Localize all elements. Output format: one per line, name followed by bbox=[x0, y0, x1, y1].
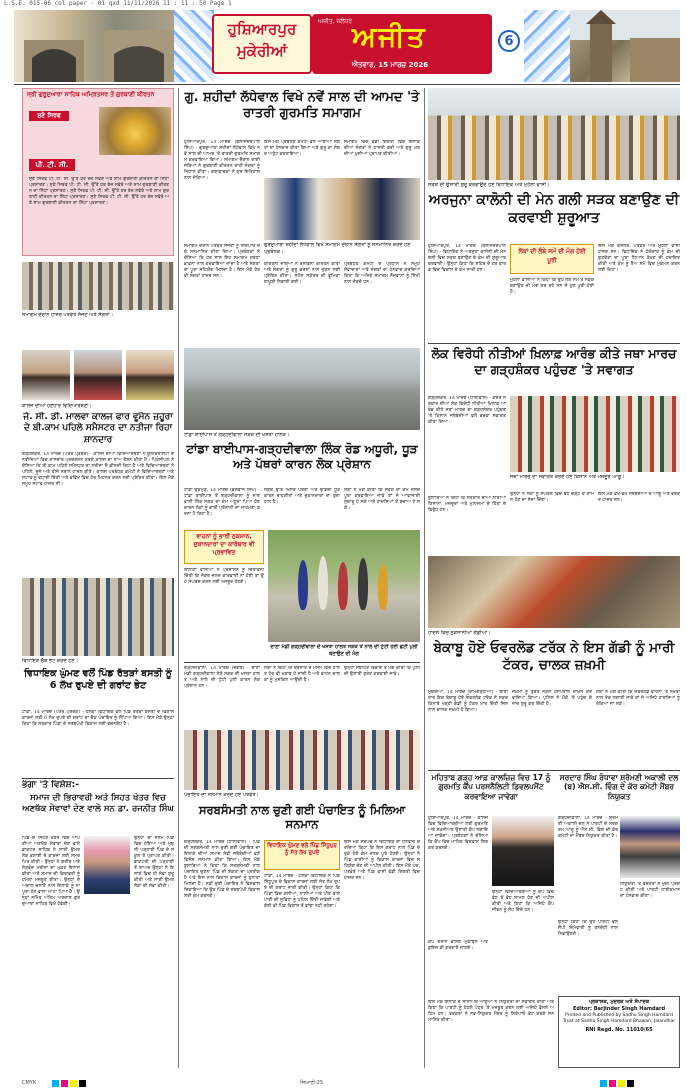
accident-headline: ਬੇਕਾਬੂ ਹੋਏ ਓਵਰਲੋਡ ਟਰੱਕ ਨੇ ਇਸ ਗੱਡੀ ਨੂੰ ਮਾਰੀ ਟੱਕਰ, ਚਾਲਕ ਜ਼ਖ਼ਮੀ bbox=[433, 640, 675, 673]
gurmat-body-2: ਇਸ ਮੌਕੇ ਪ੍ਰਬੰਧਕ ਕਮੇਟੀ ਵਲੋਂ ਆਈਆਂ ਸੰਗਤਾਂ ਦਾ ਧੰਨਵਾਦ ਕੀਤਾ ਗਿਆ ਅਤੇ ਗੁਰੂ ਕਾ ਲੰਗਰ ਅਤੁੱਟ ਵਰਤਾਇਆ। bbox=[264, 140, 340, 157]
advert-title: ਸ੍ਰੀ ਗੁਰੂਦੁਆਰਾ ਸਾਹਿਬ ਅਮ੍ਰਿਤਸਰ ਤੋਂ ਗੁਰਬਾਣੀ ਕੀਰਤਨ bbox=[27, 91, 155, 98]
tanda-people-photo bbox=[268, 530, 420, 642]
col-rule-1 bbox=[178, 88, 179, 1068]
student-photo-3 bbox=[126, 350, 174, 400]
road-pullquote-box bbox=[510, 244, 594, 274]
road-caption: ਸੜਕ ਦੀ ਉਸਾਰੀ ਸ਼ੁਰੂ ਕਰਵਾਉਂਦੇ ਹੋਏ ਵਿਧਾਇਕ ਅਤੇ ਮੁਹੱਲਾ ਵਾਸੀ। bbox=[428, 182, 550, 188]
dhugga-body-right: ਉਨ੍ਹਾਂ ਦਾ ਜਨਮ ਪਿੰਡ ਵਿਚ ਹੋਇਆ ਅਤੇ ਮੁਢਲੀ ਪੜ੍ਹਾਈ ਪਿੰਡ ਦੇ ਸਕੂਲ ਤੋਂ ਪ੍ਰਾਪਤ ਕੀਤੀ। ਡਾਕਟਰੀ ਦੀ ਪੜ੍ਹਾਈ ਤੋਂ ਬਾਅਦ ਉਨ੍ਹਾਂ ਨੇ ਇਲਾਕੇ ਵਿਚ ਹੀ ਸੇਵਾ ਸ਼ੁਰੂ ਕੀਤੀ ਅਤੇ ਸਾਰੀ ਉਮਰ ਲੋਕਾਂ ਦੀ ਸੇਵਾ ਕੀਤੀ। bbox=[134, 836, 174, 889]
imprint-line1: ਪ੍ਰਕਾਸ਼ਕ, ਮੁਦਰਕ ਅਤੇ ਸੰਪਾਦਕ bbox=[588, 999, 650, 1005]
protest-body-2: ਬੁਲਾਰਿਆਂ ਨੇ ਕਿਹਾ ਕਿ ਸਰਕਾਰ ਦੀਆਂ ਨੀਤੀਆਂ ਕਿਸਾਨਾਂ, ਮਜ਼ਦੂਰਾਂ ਅਤੇ ਮੁਲਾਜ਼ਮਾਂ ਦੇ ਹਿੱਤਾਂ ਦੇ ਵਿਰੁੱਧ ਹਨ। bbox=[428, 496, 506, 513]
accident-body-3: ਲੋਕਾਂ ਨੇ ਮੰਗ ਕੀਤੀ ਕਿ ਓਵਰਲੋਡ ਵਾਹਨਾਂ 'ਤੇ ਸਖ਼ਤੀ ਨਾਲ ਰੋਕ ਲਗਾਈ ਜਾਵੇ ਤਾਂ ਜੋ ਅਜਿਹੇ ਹਾਦਸਿਆਂ ਨੂੰ ਰੋਕਿਆ ਜਾ ਸਕੇ। bbox=[596, 690, 680, 707]
advert-brand: ਪੀ. ਟੀ. ਸੀ. bbox=[29, 159, 75, 171]
college-headline: ਮਹਿਤਾਬ ਗੜ੍ਹ ਆਫ਼ ਕਾਲਜ਼ਿਜ਼ ਵਿਚ 17 ਨੂੰ ਗੁਰਮਤਿ ਕੈਂਪ ਪਰਸਨੈਲਿਟੀ ਡਿਵਲਪਮੈਂਟ ਕਰਵਾਇਆ ਜਾਵੇਗਾ bbox=[431, 773, 551, 801]
road-pullquote: ਲੋਕਾਂ ਦੀ ਲੰਬੇ ਸਮੇਂ ਦੀ ਮੰਗ ਹੋਈ ਪੂਰੀ bbox=[518, 248, 586, 264]
tanda-body-1: ਟਾਂਡਾ ਉੜਮੁੜ, 14 ਮਾਰਚ (ਭਗਵਾਨ ਸਿੰਘ) - ਟਾਂਡਾ ਬਾਈਪਾਸ ਤੋਂ ਗੜ੍ਹਦੀਵਾਲਾ ਨੂੰ ਜਾਣ ਵਾਲੀ ਲਿੰਕ ਸੜਕ ਦਾ ਕੰਮ ਅਧੂਰਾ ਪਿਆ ਹੋਣ ਕਾਰਨ ਲੋਕਾਂ ਨੂੰ ਭਾਰੀ ਪ੍ਰੇਸ਼ਾਨੀ ਦਾ ਸਾਹਮਣਾ ਕਰਨਾ ਪੈ ਰਿਹਾ ਹੈ। bbox=[184, 488, 260, 517]
group-photo-left bbox=[22, 262, 174, 310]
panchayat-photo bbox=[184, 730, 420, 790]
gurmat-body-6: ਪ੍ਰਬੰਧਕ ਕਮੇਟੀ ਦੇ ਪ੍ਰਧਾਨ ਨੇ ਸਮੂਹ ਸੇਵਾਦਾਰਾਂ ਅਤੇ ਸੰਗਤਾਂ ਦਾ ਧੰਨਵਾਦ ਕਰਦਿਆਂ ਕਿਹਾ ਕਿ ਅਜਿਹੇ ਸਮਾਗਮ ਨੌਜਵਾਨਾਂ ਨੂੰ ਸਿੱਖੀ ਨਾਲ ਜੋੜਦੇ ਹਨ। bbox=[344, 262, 420, 285]
protest-photo bbox=[510, 396, 680, 472]
student-portraits bbox=[22, 350, 174, 400]
tanda-body-2: ਸੜਕ ਉੱਤੇ ਖਿੱਲਰੇ ਪੱਥਰਾਂ ਅਤੇ ਉੱਡਦੀ ਧੂੜ ਕਾਰਨ ਰਾਹਗੀਰਾਂ ਅਤੇ ਦੁਕਾਨਦਾਰਾਂ ਦਾ ਬੁਰਾ ਹਾਲ ਹੈ। bbox=[264, 488, 340, 505]
color-swatches-left bbox=[52, 1080, 88, 1087]
region-title-box bbox=[212, 14, 312, 74]
header-pattern-right bbox=[524, 10, 574, 82]
college-body-1: ਹੁਸ਼ਿਆਰਪੁਰ, 14 ਮਾਰਚ - ਕਾਲਜ ਵਿਚ ਵਿਦਿਆਰਥੀਆਂ ਲਈ ਗੁਰਮਤਿ ਅਤੇ ਸ਼ਖ਼ਸੀਅਤ ਉਸਾਰੀ ਕੈਂਪ ਲਗਾਇਆ ਜਾਵੇਗਾ। ਪ੍ਰਬੰਧਕਾਂ ਨੇ ਦੱਸਿਆ ਕਿ ਕੈਂਪ ਵਿਚ ਮਾਹਿਰ ਵਿਦਵਾਨ ਸ਼ਿਰਕਤ ਕਰਨਗੇ। bbox=[428, 816, 488, 851]
grant-body: ਟਾਂਡਾ, 14 ਮਾਰਚ (ਪੱਤਰ ਪ੍ਰੇਰਕ) - ਹਲਕਾ ਵਿਧਾਇਕ ਵਲੋਂ ਪਿੰਡ ਰੱਤੜਾਂ ਬਸਤੀ ਦੇ ਵਿਕਾਸ ਕਾਰਜਾਂ ਲਈ 6 ਲੱਖ ਰੁਪਏ ਦੀ ਗਰਾਂਟ ਦਾ ਚੈੱਕ ਪੰਚਾਇਤ ਨੂੰ ਸੌਂਪਿਆ ਗਿਆ। ਇਸ ਮੌਕੇ ਉਨ੍ਹਾਂ ਕਿਹਾ ਕਿ ਸਰਕਾਰ ਪਿੰਡਾਂ ਦੇ ਸਰਬਪੱਖੀ ਵਿਕਾਸ ਲਈ ਵਚਨਬੱਧ ਹੈ। bbox=[22, 710, 174, 727]
akali-body-3: ਉਨ੍ਹਾਂ ਕਿਹਾ ਕਿ ਉਹ ਪਾਰਟੀ ਵਲੋਂ ਸੌਂਪੀ ਜ਼ਿੰਮੇਵਾਰੀ ਨੂੰ ਤਨਦੇਹੀ ਨਾਲ ਨਿਭਾਉਣਗੇ। bbox=[558, 920, 618, 937]
student-photo-1 bbox=[22, 350, 70, 400]
akali-portrait bbox=[620, 816, 680, 878]
gurmat-body-1: ਹੁਸ਼ਿਆਰਪੁਰ, 14 ਮਾਰਚ (ਬਲਜਿੰਦਰਪਾਲ ਸਿੰਘ) - ਗੁਰਦੁਆਰਾ ਸ਼ਹੀਦਾਂ ਲੱਧੇਵਾਲ ਵਿਖੇ ਨਵੇਂ ਸਾਲ ਦੀ ਆਮਦ 'ਤੇ ਰਾਤਰੀ ਗੁਰਮਤਿ ਸਮਾਗਮ ਕਰਵਾਇਆ ਗਿਆ। ਸਮਾਗਮ ਦੌਰਾਨ ਰਾਗੀ ਜਥਿਆਂ ਨੇ ਗੁਰਬਾਣੀ ਕੀਰਤਨ ਰਾਹੀਂ ਸੰਗਤਾਂ ਨੂੰ ਨਿਹਾਲ ਕੀਤਾ। ਕਥਾਵਾਚਕਾਂ ਨੇ ਗੁਰ ਇਤਿਹਾਸ ਨਾਲ ਜੋੜਿਆ। bbox=[184, 140, 260, 181]
left-divider bbox=[22, 778, 174, 779]
accident-body-2: ਜ਼ਖ਼ਮੀ ਨੂੰ ਤੁਰੰਤ ਨੇੜਲੇ ਹਸਪਤਾਲ ਦਾਖ਼ਲ ਕਰਵਾਇਆ ਗਿਆ। ਪੁਲਿਸ ਨੇ ਮੌਕੇ 'ਤੇ ਪਹੁੰਚ ਕੇ ਜਾਂਚ ਸ਼ੁਰੂ ਕਰ ਦਿੱਤੀ ਹੈ। bbox=[512, 690, 592, 707]
group-photo-caption: ਸਮਾਗਮ ਦੌਰਾਨ ਹਾਜ਼ਰ ਪਤਵੰਤੇ ਸੱਜਣ ਅਤੇ ਸੰਗਤਾਂ। bbox=[22, 312, 114, 318]
grant-headline: ਵਿਧਾਇਕ ਘੁੰਮਣ ਵਲੋਂ ਪਿੰਡ ਰੱਤੜਾਂ ਬਸਤੀ ਨੂੰ 6 ਲੱਖ ਰੁਪਏ ਦੀ ਗਰਾਂਟ ਭੇਟ bbox=[24, 668, 172, 691]
akali-body-2: ਨਿਯੁਕਤੀ 'ਤੇ ਵਰਕਰਾਂ ਨੇ ਖੁਸ਼ੀ ਪ੍ਰਗਟ ਕੀਤੀ ਅਤੇ ਪਾਰਟੀ ਹਾਈਕਮਾਨ ਦਾ ਧੰਨਵਾਦ ਕੀਤਾ। bbox=[620, 882, 680, 899]
header-pattern-left bbox=[174, 10, 214, 82]
golden-temple-photo bbox=[99, 107, 171, 155]
tanda-caption: ਟਾਂਡਾ ਬਾਈਪਾਸ ਤੋਂ ਗੜ੍ਹਦੀਵਾਲਾ ਸੜਕ ਦੀ ਖਸਤਾ ਹਾਲਤ। bbox=[184, 432, 290, 438]
imprint-line2: Editor: Barjinder Singh Hamdard bbox=[572, 1006, 666, 1012]
imprint-line4: RNI Regd. No. 11010/65 bbox=[585, 1027, 653, 1033]
panchayat-headline: ਸਰਬਸੰਮਤੀ ਨਾਲ ਚੁਣੀ ਗਈ ਪੰਚਾਇਤ ਨੂੰ ਮਿਲਿਆ ਸਨਮਾਨ bbox=[198, 803, 406, 832]
dhugga-headline: ਸਮਾਜ ਦੀ ਭਿਰਾਵਰੀ ਅਤੇ ਸਿਹਤ ਖੇਤਰ ਵਿਚ ਅਣਥੱਕ ਸੇਵਾਵਾਂ ਦੇਣ ਵਾਲੇ ਸਨ ਡਾ. ਰਜਨੀਤ ਸਿੰਘ bbox=[22, 793, 174, 814]
right-divider-1 bbox=[428, 343, 680, 344]
accident-caption: ਹਾਦਸੇ ਵਿਚ ਨੁਕਸਾਨੀਆਂ ਗੱਡੀਆਂ। bbox=[428, 630, 491, 636]
student-caption: ਕਾਲਜ ਦੀਆਂ ਹੋਣਹਾਰ ਵਿਦਿਆਰਥਣਾਂ। bbox=[22, 403, 92, 409]
masthead-box bbox=[312, 14, 492, 74]
right-divider-2 bbox=[428, 770, 680, 771]
tanda-road-photo bbox=[184, 348, 420, 430]
tanda-body-4: ਇਲਾਕਾ ਵਾਸੀਆਂ ਨੇ ਪ੍ਰਸ਼ਾਸਨ ਨੂੰ ਚਿਤਾਵਨੀ ਦਿੱਤੀ ਕਿ ਜੇਕਰ ਜਲਦ ਕਾਰਵਾਈ ਨਾ ਹੋਈ ਤਾਂ ਉਹ ਸੰਘਰਸ਼ ਕਰਨ ਲਈ ਮਜਬੂਰ ਹੋਣਗੇ। bbox=[184, 568, 264, 585]
tanda-highlight-text: ਵਾਹਨਾਂ ਨੂੰ ਭਾਰੀ ਨੁਕਸਾਨ, ਦੁਕਾਨਦਾਰਾਂ ਦਾ ਕਾਰੋਬਾਰ ਵੀ ਪ੍ਰਭਾਵਿਤ bbox=[193, 533, 255, 556]
page-number: 6 bbox=[498, 30, 520, 52]
jkb-headline: ਜੇ. ਸੀ. ਡੀ. ਮਾਲਵਾ ਕਾਲਜ ਫਾਰ ਵੂਮੈਨ ਜ਼ਹੂਰਾ ਦੇ ਬੀ.ਕਾਮ ਪਹਿਲੇ ਸਮੈਸਟਰ ਦਾ ਨਤੀਜਾ ਰਿਹਾ ਸ਼ਾਨਦਾਰ bbox=[23, 412, 173, 445]
imprint-box bbox=[558, 996, 680, 1068]
student-photo-2 bbox=[74, 350, 122, 400]
header-photo-left bbox=[14, 10, 182, 82]
region-title-line2: ਮੁਕੇਰੀਆਂ bbox=[236, 42, 288, 60]
print-info-strip: L.S.E. 015-06 col paper - 01 qxd 11/11/2026 11 : 11 : 50 Page 1 bbox=[4, 0, 232, 7]
road-body-2: ਮੁਹੱਲਾ ਵਾਸੀਆਂ ਨੇ ਕਿਹਾ ਕਿ ਉਹ ਲੰਬੇ ਸਮੇਂ ਤੋਂ ਸੜਕ ਬਣਾਉਣ ਦੀ ਮੰਗ ਕਰ ਰਹੇ ਸਨ ਜੋ ਹੁਣ ਪੂਰੀ ਹੋਈ ਹੈ। bbox=[510, 278, 594, 295]
gurmat-caption: ਗੁਰਦੁਆਰਾ ਸ਼ਹੀਦਾਂ ਲੱਧੇਵਾਲ ਵਿਖੇ ਸਮਾਗਮ ਦੌਰਾਨ ਸੰਗਤਾਂ ਨੂੰ ਸਨਮਾਨਿਤ ਕਰਦੇ ਹੋਏ ਪ੍ਰਬੰਧਕ। bbox=[264, 242, 411, 255]
tanda-headline: ਟਾਂਡਾ ਬਾਈਪਾਸ-ਗੜ੍ਹਦੀਵਾਲਾ ਲਿੰਕ ਰੋਡ ਅਧੂਰੀ, ਧੂੜ ਅਤੇ ਪੱਥਰਾਂ ਕਾਰਨ ਲੋਕ ਪ੍ਰੇਸ਼ਾਨ bbox=[186, 442, 418, 471]
road-body-1: ਹੁਸ਼ਿਆਰਪੁਰ, 14 ਮਾਰਚ (ਬਲਜਿੰਦਰਪਾਲ ਸਿੰਘ) - ਵਿਧਾਇਕ ਨੇ ਅਰਜੁਨਾ ਕਾਲੋਨੀ ਦੀ ਮੇਨ ਗਲੀ ਵਿਚ ਸੜਕ ਬਣਾਉਣ ਦੇ ਕੰਮ ਦੀ ਸ਼ੁਰੂਆਤ ਕਰਵਾਈ। ਉਨ੍ਹਾਂ ਕਿਹਾ ਕਿ ਸ਼ਹਿਰ ਦੇ ਹਰ ਵਾਰਡ ਵਿਚ ਵਿਕਾਸ ਦੇ ਕੰਮ ਜਾਰੀ ਹਨ। bbox=[428, 244, 506, 273]
panchayat-highlight-text: ਵਿਧਾਇਕ ਘੁੰਮਣ ਵਲੋਂ ਪਿੰਡ ਸਿੰਧੂਪੁਰ ਨੂੰ ਸੱਤ ਲੱਖ ਰੁਪਏ bbox=[267, 843, 337, 856]
cmyk-label: CMYK bbox=[22, 1080, 37, 1086]
region-title-line1: ਹੁਸ਼ਿਆਰਪੁਰ bbox=[227, 20, 297, 38]
color-swatches-right bbox=[600, 1080, 636, 1087]
akali-body-4: ਇਸ ਮੌਕੇ ਇਲਾਕੇ ਦੇ ਸੀਨੀਅਰ ਆਗੂਆਂ ਨੇ ਨਿਯੁਕਤੀ ਦਾ ਸਵਾਗਤ ਕੀਤਾ ਅਤੇ ਕਿਹਾ ਕਿ ਪਾਰਟੀ ਨੂੰ ਹੇਠਲੇ ਪੱਧਰ 'ਤੇ ਮਜ਼ਬੂਤ ਕਰਨ ਲਈ ਅਜਿਹੇ ਫ਼ੈਸਲੇ ਅਹਿਮ ਹਨ। ਵਰਕਰਾਂ ਨੇ ਨਵ-ਨਿਯੁਕਤ ਮੈਂਬਰ ਨੂੰ ਸਿਰੋਪਾਓ ਭੇਟ ਕਰਕੇ ਸਨਮਾਨਿਤ ਕੀਤਾ। bbox=[428, 1000, 554, 1023]
protest-body-4: ਇਸ ਮੌਕੇ ਵੱਖ-ਵੱਖ ਜਥੇਬੰਦੀਆਂ ਦੇ ਆਗੂ ਅਤੇ ਵਰਕਰ ਹਾਜ਼ਰ ਸਨ। bbox=[598, 492, 680, 503]
panchayat-highlight-box bbox=[264, 840, 340, 870]
middle-divider-1 bbox=[184, 662, 420, 663]
advert-text: ਸੁਣੋ ਸਿਰਫ ਪੀ. ਟੀ. ਸੀ. ਉੱਤੇ ਹਰ ਰੋਜ਼ ਸਵੇਰੇ ਅਤੇ ਸ਼ਾਮ ਗੁਰਬਾਣੀ ਕੀਰਤਨ ਦਾ ਸਿੱਧਾ ਪ੍ਰਸਾਰਣ। ਸੁਣੋ ਸਿਰਫ ਪੀ. ਟੀ. ਸੀ. ਉੱਤੇ ਹਰ ਰੋਜ਼ ਸਵੇਰੇ ਅਤੇ ਸ਼ਾਮ ਗੁਰਬਾਣੀ ਕੀਰਤਨ ਦਾ ਸਿੱਧਾ ਪ੍ਰਸਾਰਣ। ਸੁਣੋ ਸਿਰਫ ਪੀ. ਟੀ. ਸੀ. ਉੱਤੇ ਹਰ ਰੋਜ਼ ਸਵੇਰੇ ਅਤੇ ਸ਼ਾਮ ਗੁਰਬਾਣੀ ਕੀਰਤਨ ਦਾ ਸਿੱਧਾ ਪ੍ਰਸਾਰਣ। ਸੁਣੋ ਸਿਰਫ ਪੀ. ਟੀ. ਸੀ. ਉੱਤੇ ਹਰ ਰੋਜ਼ ਸਵੇਰੇ ਅਤੇ ਸ਼ਾਮ ਗੁਰਬਾਣੀ ਕੀਰਤਨ ਦਾ ਸਿੱਧਾ ਪ੍ਰਸਾਰਣ। bbox=[29, 177, 169, 206]
panchayat-body-3: ਇਸ ਮੌਕੇ ਸਰਪੰਚ ਨੇ ਵਿਧਾਇਕ ਦਾ ਧੰਨਵਾਦ ਕਰਦਿਆਂ ਕਿਹਾ ਕਿ ਇਸ ਗਰਾਂਟ ਨਾਲ ਪਿੰਡ ਦੇ ਰੁਕੇ ਹੋਏ ਕੰਮ ਜਲਦ ਪੂਰੇ ਹੋਣਗੇ। ਉਨ੍ਹਾਂ ਨੇ ਪਿੰਡ ਵਾਸੀਆਂ ਨੂੰ ਵਿਕਾਸ ਕਾਰਜਾਂ ਵਿਚ ਸਹਿਯੋਗ ਦੇਣ ਦੀ ਅਪੀਲ ਕੀਤੀ। ਇਸ ਮੌਕੇ ਪੰਚ, ਪਤਵੰਤੇ ਅਤੇ ਪਿੰਡ ਵਾਸੀ ਵੱਡੀ ਗਿਣਤੀ ਵਿਚ ਹਾਜ਼ਰ ਸਨ। bbox=[344, 840, 420, 881]
gurmat-headline: ਗੁ. ਸ਼ਹੀਦਾਂ ਲੱਧੇਵਾਲ ਵਿਖੇ ਨਵੇਂ ਸਾਲ ਦੀ ਆਮਦ 'ਤੇ ਰਾਤਰੀ ਗੁਰਮਤਿ ਸਮਾਗਮ bbox=[184, 90, 420, 122]
tanda-pullquote: ਦਾਣਾ ਮੰਡੀ ਗੜ੍ਹਦੀਵਾਲਾ ਦੇ ਖਸਤਾ ਹਾਲਤ ਸੜਕ ਤੋਂ ਨਾਲੇ ਦੀ ਟੁੱਟੀ ਹੋਈ ਛੋਟੀ ਪੁਲੀ ਬਣਾਉਣ ਦੀ ਮੰਗ bbox=[270, 644, 418, 657]
jkb-body: ਗੜ੍ਹਸ਼ੰਕਰ, 14 ਮਾਰਚ (ਪੱਤਰ ਪ੍ਰੇਰਕ) - ਕਾਲਜ ਦੀਆਂ ਵਿਦਿਆਰਥਣਾਂ ਨੇ ਯੂਨੀਵਰਸਿਟੀ ਦੇ ਨਤੀਜਿਆਂ ਵਿਚ ਸ਼ਾਨਦਾਰ ਪ੍ਰਦਰਸ਼ਨ ਕਰਕੇ ਕਾਲਜ ਦਾ ਨਾਂਅ ਰੌਸ਼ਨ ਕੀਤਾ ਹੈ। ਪ੍ਰਿੰਸੀਪਲ ਨੇ ਦੱਸਿਆ ਕਿ ਬੀ.ਕਾਮ ਪਹਿਲੇ ਸਮੈਸਟਰ ਦਾ ਨਤੀਜਾ ਸੌ ਫ਼ੀਸਦੀ ਰਿਹਾ ਹੈ ਅਤੇ ਵਿਦਿਆਰਥਣਾਂ ਨੇ ਪਹਿਲੇ, ਦੂਜੇ ਅਤੇ ਤੀਜੇ ਸਥਾਨ ਹਾਸਲ ਕੀਤੇ। ਕਾਲਜ ਪ੍ਰਬੰਧਕ ਕਮੇਟੀ ਨੇ ਵਿਦਿਆਰਥਣਾਂ ਅਤੇ ਸਟਾਫ ਨੂੰ ਵਧਾਈ ਦਿੱਤੀ ਅਤੇ ਭਵਿੱਖ ਵਿਚ ਹੋਰ ਮਿਹਨਤ ਕਰਨ ਲਈ ਪ੍ਰੇਰਿਤ ਕੀਤਾ। ਇਸ ਮੌਕੇ ਸਮੂਹ ਸਟਾਫ ਹਾਜ਼ਰ ਸੀ। bbox=[22, 452, 174, 487]
col-rule-2 bbox=[424, 88, 425, 1068]
gurmat-body-5: ਕੀਰਤਨੀ ਜਥਿਆਂ ਨੇ ਰਸਭਿੰਨਾ ਕੀਰਤਨ ਕੀਤਾ ਅਤੇ ਸੰਗਤਾਂ ਨੂੰ ਗੁਰੂ ਚਰਨਾਂ ਨਾਲ ਜੁੜਨ ਲਈ ਪ੍ਰੇਰਿਤ ਕੀਤਾ। ਸਟੇਜ ਸਕੱਤਰ ਦੀ ਭੂਮਿਕਾ ਬਾਖ਼ੂਬੀ ਨਿਭਾਈ ਗਈ। bbox=[264, 262, 340, 285]
accident-photo bbox=[428, 556, 680, 628]
masthead-title: ਅਜੀਤ bbox=[352, 20, 427, 53]
grant-photo bbox=[22, 578, 174, 656]
header-photo-right bbox=[570, 10, 680, 82]
akali-body-1: ਗੜ੍ਹਦੀਵਾਲਾ, 14 ਮਾਰਚ - ਸ਼੍ਰੋਮਣੀ ਅਕਾਲੀ ਦਲ ਨੇ ਪਾਰਟੀ ਦੇ ਸਰਗਰਮ ਆਗੂ ਨੂੰ ਐਸ.ਸੀ. ਵਿੰਗ ਦੀ ਕੋਰ ਕਮੇਟੀ ਦਾ ਮੈਂਬਰ ਨਿਯੁਕਤ ਕੀਤਾ ਹੈ। bbox=[558, 816, 618, 839]
accident-body-1: ਮੁਕੇਰੀਆਂ, 14 ਮਾਰਚ (ਰਾਮਗੜ੍ਹੀਆ) - ਬੀਤੀ ਰਾਤ ਇਕ ਬੇਕਾਬੂ ਹੋਏ ਓਵਰਲੋਡ ਟਰੱਕ ਨੇ ਸੜਕ ਕਿਨਾਰੇ ਖੜ੍ਹੀ ਗੱਡੀ ਨੂੰ ਟੱਕਰ ਮਾਰ ਦਿੱਤੀ ਜਿਸ ਨਾਲ ਚਾਲਕ ਜ਼ਖ਼ਮੀ ਹੋ ਗਿਆ। bbox=[428, 690, 508, 713]
grant-caption: ਵਿਧਾਇਕ ਚੈੱਕ ਭੇਟ ਕਰਦੇ ਹੋਏ। bbox=[22, 658, 79, 664]
dhugga-body-left: ਪਿੰਡ ਦੇ ਸਿਹਤ ਖੇਤਰ ਵਿਚ ਆਪਣੀਆਂ ਅਣਥੱਕ ਸੇਵਾਵਾਂ ਦੇਣ ਵਾਲੇ ਡਾਕਟਰ ਸਾਹਿਬ ਨੇ ਸਾਰੀ ਉਮਰ ਲੋਕ ਭਲਾਈ ਦੇ ਕਾਰਜਾਂ ਲਈ ਸਮਰਪਿਤ ਕੀਤੀ। ਉਨ੍ਹਾਂ ਨੇ ਗਰੀਬ ਅਤੇ ਲੋੜਵੰਦ ਮਰੀਜ਼ਾਂ ਦਾ ਮੁਫ਼ਤ ਇਲਾਜ ਕੀਤਾ ਅਤੇ ਸਮਾਜ ਦੀ ਭਿਰਾਵਰੀ ਨੂੰ ਹਮੇਸ਼ਾ ਮਜ਼ਬੂਤ ਕੀਤਾ। ਉਨ੍ਹਾਂ ਦੇ ਅਕਾਲ ਚਲਾਣੇ ਨਾਲ ਇਲਾਕੇ ਨੂੰ ਨਾ ਪੂਰਾ ਹੋਣ ਵਾਲਾ ਘਾਟਾ ਪਿਆ ਹੈ। ਉਨ੍ਹਾਂ ਨਮਿੱਤ ਅੰਤਿਮ ਅਰਦਾਸ ਗੁਰਦੁਆਰਾ ਸਾਹਿਬ ਵਿਖੇ ਹੋਵੇਗੀ। bbox=[22, 836, 80, 907]
panchayat-body-1: ਗੜ੍ਹਸ਼ੰਕਰ, 14 ਮਾਰਚ (ਧਾਲੀਵਾਲ) - ਪਿੰਡ ਦੀ ਸਰਬਸੰਮਤੀ ਨਾਲ ਚੁਣੀ ਗਈ ਪੰਚਾਇਤ ਦਾ ਇਲਾਕੇ ਦੀਆਂ ਸਮਾਜ ਸੇਵੀ ਜਥੇਬੰਦੀਆਂ ਵਲੋਂ ਵਿਸ਼ੇਸ਼ ਸਨਮਾਨ ਕੀਤਾ ਗਿਆ। ਇਸ ਮੌਕੇ ਬੁਲਾਰਿਆਂ ਨੇ ਕਿਹਾ ਕਿ ਸਰਬਸੰਮਤੀ ਨਾਲ ਪੰਚਾਇਤ ਚੁਣਨਾ ਪਿੰਡ ਦੀ ਏਕਤਾ ਦਾ ਪ੍ਰਤੀਕ ਹੈ ਅਤੇ ਇਸ ਨਾਲ ਵਿਕਾਸ ਕਾਰਜਾਂ ਨੂੰ ਹੁਲਾਰਾ ਮਿਲਦਾ ਹੈ। ਨਵੀਂ ਚੁਣੀ ਪੰਚਾਇਤ ਨੇ ਵਿਸ਼ਵਾਸ ਦਿਵਾਇਆ ਕਿ ਉਹ ਪਿੰਡ ਦੇ ਸਰਬਪੱਖੀ ਵਿਕਾਸ ਲਈ ਕੰਮ ਕਰਨਗੇ। bbox=[184, 840, 260, 899]
college-portrait bbox=[492, 816, 554, 886]
masthead-small: ਅਜੀਤ, ਜਲੰਧਰ bbox=[318, 18, 353, 25]
dhugga-portrait bbox=[84, 836, 130, 894]
protest-headline: ਲੋਕ ਵਿਰੋਧੀ ਨੀਤੀਆਂ ਖ਼ਿਲਾਫ਼ ਆਰੰਭ ਕੀਤੇ ਜਥਾ ਮਾਰਚ ਦਾ ਗੜ੍ਹਸ਼ੰਕਰ ਪਹੁੰਚਣ 'ਤੇ ਸਵਾਗਤ bbox=[431, 346, 677, 377]
tanda-body-3: ਲੋਕਾਂ ਨੇ ਮੰਗ ਕੀਤੀ ਕਿ ਸੜਕ ਦਾ ਕੰਮ ਜਲਦ ਪੂਰਾ ਕਰਵਾਇਆ ਜਾਵੇ ਤਾਂ ਜੋ ਆਵਾਜਾਈ ਸੁਚਾਰੂ ਹੋ ਸਕੇ ਅਤੇ ਹਾਦਸਿਆਂ ਤੋਂ ਬਚਾਅ ਹੋ ਸਕੇ। bbox=[344, 488, 420, 511]
protest-body-1: ਗੜ੍ਹਸ਼ੰਕਰ, 14 ਮਾਰਚ (ਧਾਲੀਵਾਲ) - ਕੇਂਦਰ ਸਰਕਾਰ ਦੀਆਂ ਲੋਕ ਵਿਰੋਧੀ ਨੀਤੀਆਂ ਖ਼ਿਲਾਫ਼ ਆਰੰਭ ਕੀਤੇ ਜਥਾ ਮਾਰਚ ਦਾ ਗੜ੍ਹਸ਼ੰਕਰ ਪਹੁੰਚਣ 'ਤੇ ਕਿਸਾਨ ਜਥੇਬੰਦੀਆਂ ਵਲੋਂ ਭਰਵਾਂ ਸਵਾਗਤ ਕੀਤਾ ਗਿਆ। bbox=[428, 396, 506, 425]
imprint-line3: Printed and Published by Sadhu Singh Hamdard Trust at Sadhu Singh Hamdard Bhawan, Jalandhar bbox=[562, 1013, 676, 1024]
panchayat-caption: ਪੰਚਾਇਤ ਦਾ ਸਨਮਾਨ ਕਰਦੇ ਹੋਏ ਪਤਵੰਤੇ। bbox=[184, 792, 259, 798]
mandi-body-1: ਗੜ੍ਹਦੀਵਾਲਾ, 14 ਮਾਰਚ (ਚੱਗਰ) - ਦਾਣਾ ਮੰਡੀ ਗੜ੍ਹਦੀਵਾਲਾ ਨੇੜੇ ਸੜਕ ਦੀ ਖਸਤਾ ਹਾਲਤ ਅਤੇ ਨਾਲੇ ਦੀ ਟੁੱਟੀ ਪੁਲੀ ਕਾਰਨ ਲੋਕ ਪ੍ਰੇਸ਼ਾਨ ਹਨ। bbox=[184, 666, 260, 689]
issue-date: ਐਤਵਾਰ, 15 ਮਾਰਚ 2026 bbox=[352, 61, 429, 69]
college-body-2: ਉਨ੍ਹਾਂ ਵਿਦਿਆਰਥੀਆਂ ਨੂੰ ਕੈਂਪ ਵਿਚ ਵੱਧ ਤੋਂ ਵੱਧ ਸ਼ਾਮਲ ਹੋਣ ਦੀ ਅਪੀਲ ਕੀਤੀ ਅਤੇ ਕਿਹਾ ਕਿ ਅਜਿਹੇ ਕੈਂਪ ਜੀਵਨ ਨੂੰ ਸੇਧ ਦਿੰਦੇ ਹਨ। bbox=[492, 890, 554, 913]
gurbani-advert bbox=[22, 88, 174, 256]
ink-label: ਸਿਆਹੀ-25 bbox=[300, 1080, 324, 1086]
gurmat-body-4: ਸਮਾਗਮ ਦੌਰਾਨ ਪਤਵੰਤੇ ਸੱਜਣਾਂ ਨੂੰ ਸਿਰੋਪਾਓ ਦੇ ਕੇ ਸਨਮਾਨਿਤ ਕੀਤਾ ਗਿਆ। ਪ੍ਰਬੰਧਕਾਂ ਨੇ ਦੱਸਿਆ ਕਿ ਹਰ ਸਾਲ ਇਹ ਸਮਾਗਮ ਸ਼ਰਧਾ ਭਾਵਨਾ ਨਾਲ ਕਰਵਾਇਆ ਜਾਂਦਾ ਹੈ ਅਤੇ ਸੰਗਤਾਂ ਦਾ ਪੂਰਾ ਸਹਿਯੋਗ ਮਿਲਦਾ ਹੈ। ਇਸ ਮੌਕੇ ਹੋਰ ਵੀ ਸੰਗਤਾਂ ਹਾਜ਼ਰ ਸਨ। bbox=[184, 244, 260, 279]
road-headline: ਅਰਜੁਨਾ ਕਾਲੋਨੀ ਦੀ ਮੇਨ ਗਲੀ ਸੜਕ ਬਣਾਉਣ ਦੀ ਕਰਵਾਈ ਸ਼ੁਰੂਆਤ bbox=[428, 192, 680, 226]
road-inauguration-photo bbox=[428, 88, 680, 180]
header-rule bbox=[14, 84, 680, 85]
protest-body-3: ਉਨ੍ਹਾਂ ਨੇ ਲੋਕਾਂ ਨੂੰ ਸੰਘਰਸ਼ ਵਿਚ ਵੱਧ ਚੜ੍ਹ ਕੇ ਸ਼ਾਮਲ ਹੋਣ ਦਾ ਸੱਦਾ ਦਿੱਤਾ। bbox=[510, 492, 594, 503]
mandi-body-3: ਉਨ੍ਹਾਂ ਸਬੰਧਿਤ ਵਿਭਾਗ ਤੋਂ ਮੰਗ ਕੀਤੀ ਕਿ ਪੁਲੀ ਦੀ ਉਸਾਰੀ ਤੁਰੰਤ ਕਰਵਾਈ ਜਾਵੇ। bbox=[344, 666, 420, 677]
advert-label: ਸੁਣੋ ਸਿਰਫ bbox=[29, 111, 69, 121]
protest-caption: ਜਥਾ ਮਾਰਚ ਦਾ ਸਵਾਗਤ ਕਰਦੇ ਹੋਏ ਕਿਸਾਨ ਅਤੇ ਮਜ਼ਦੂਰ ਆਗੂ। bbox=[510, 474, 625, 480]
gurmat-photo bbox=[264, 178, 420, 240]
tanda-highlight-box bbox=[184, 530, 264, 564]
gurmat-body-3: ਸਮਾਗਮ ਵਿਚ ਵੱਡੀ ਗਿਣਤੀ ਵਿਚ ਇਲਾਕੇ ਦੀਆਂ ਸੰਗਤਾਂ ਨੇ ਹਾਜ਼ਰੀ ਭਰੀ ਅਤੇ ਗੁਰੂ ਘਰ ਦੀਆਂ ਖੁਸ਼ੀਆਂ ਪ੍ਰਾਪਤ ਕੀਤੀਆਂ। bbox=[344, 140, 420, 157]
dhugga-kicker: ਭੰਗਾ 'ਤੇ ਵਿਸ਼ੇਸ਼:- bbox=[22, 780, 79, 790]
college-body-3: ਕੈਂਪ ਦੌਰਾਨ ਭਾਸ਼ਣ ਮੁਕਾਬਲੇ ਅਤੇ ਕੁਇਜ਼ ਵੀ ਕਰਵਾਏ ਜਾਣਗੇ। bbox=[428, 940, 488, 951]
akali-headline: ਸਰਦਾਰ ਸਿੰਘ ਰੰਧਾਵਾ ਸ਼੍ਰੋਮਣੀ ਅਕਾਲੀ ਦਲ (ਬ) ਐਸ.ਸੀ. ਵਿੰਗ ਦੇ ਕੋਰ ਕਮੇਟੀ ਮੈਂਬਰ ਨਿਯੁਕਤ bbox=[559, 773, 679, 801]
mandi-body-2: ਲੋਕਾਂ ਨੇ ਕਿਹਾ ਕਿ ਬਰਸਾਤ ਦੇ ਮੌਸਮ ਵਿਚ ਹਾਲਤ ਹੋਰ ਵੀ ਖ਼ਰਾਬ ਹੋ ਜਾਂਦੀ ਹੈ ਅਤੇ ਵਾਹਨ ਚਾਲਕਾਂ ਨੂੰ ਮੁਸ਼ਕਿਲ ਆਉਂਦੀ ਹੈ। bbox=[264, 666, 340, 683]
print-color-strip bbox=[0, 1078, 687, 1089]
page-header bbox=[14, 10, 680, 82]
panchayat-body-2: ਟਾਂਡਾ, 14 ਮਾਰਚ - ਹਲਕਾ ਵਿਧਾਇਕ ਨੇ ਪਿੰਡ ਸਿੰਧੂਪੁਰ ਦੇ ਵਿਕਾਸ ਕਾਰਜਾਂ ਲਈ ਸੱਤ ਲੱਖ ਰੁਪਏ ਦੀ ਗਰਾਂਟ ਜਾਰੀ ਕੀਤੀ। ਉਨ੍ਹਾਂ ਕਿਹਾ ਕਿ ਪਿੰਡਾਂ ਵਿਚ ਗਲੀਆਂ, ਨਾਲੀਆਂ ਅਤੇ ਪੀਣ ਵਾਲੇ ਪਾਣੀ ਦੀ ਸੁਵਿਧਾ ਨੂੰ ਪਹਿਲ ਦਿੱਤੀ ਜਾਵੇਗੀ ਅਤੇ ਕੋਈ ਵੀ ਪਿੰਡ ਵਿਕਾਸ ਤੋਂ ਵਾਂਝਾ ਨਹੀਂ ਰਹੇਗਾ। bbox=[264, 874, 340, 909]
road-body-3: ਇਸ ਮੌਕੇ ਕੌਂਸਲਰ, ਪਤਵੰਤੇ ਅਤੇ ਮੁਹੱਲਾ ਵਾਸੀ ਹਾਜ਼ਰ ਸਨ। ਵਿਧਾਇਕ ਨੇ ਠੇਕੇਦਾਰ ਨੂੰ ਕੰਮ ਦੀ ਗੁਣਵੱਤਾ ਦਾ ਪੂਰਾ ਧਿਆਨ ਰੱਖਣ ਦੀ ਹਦਾਇਤ ਕੀਤੀ ਅਤੇ ਕੰਮ ਨੂੰ ਤੈਅ ਸਮੇਂ ਵਿਚ ਮੁਕੰਮਲ ਕਰਨ ਲਈ ਕਿਹਾ। bbox=[598, 244, 680, 273]
